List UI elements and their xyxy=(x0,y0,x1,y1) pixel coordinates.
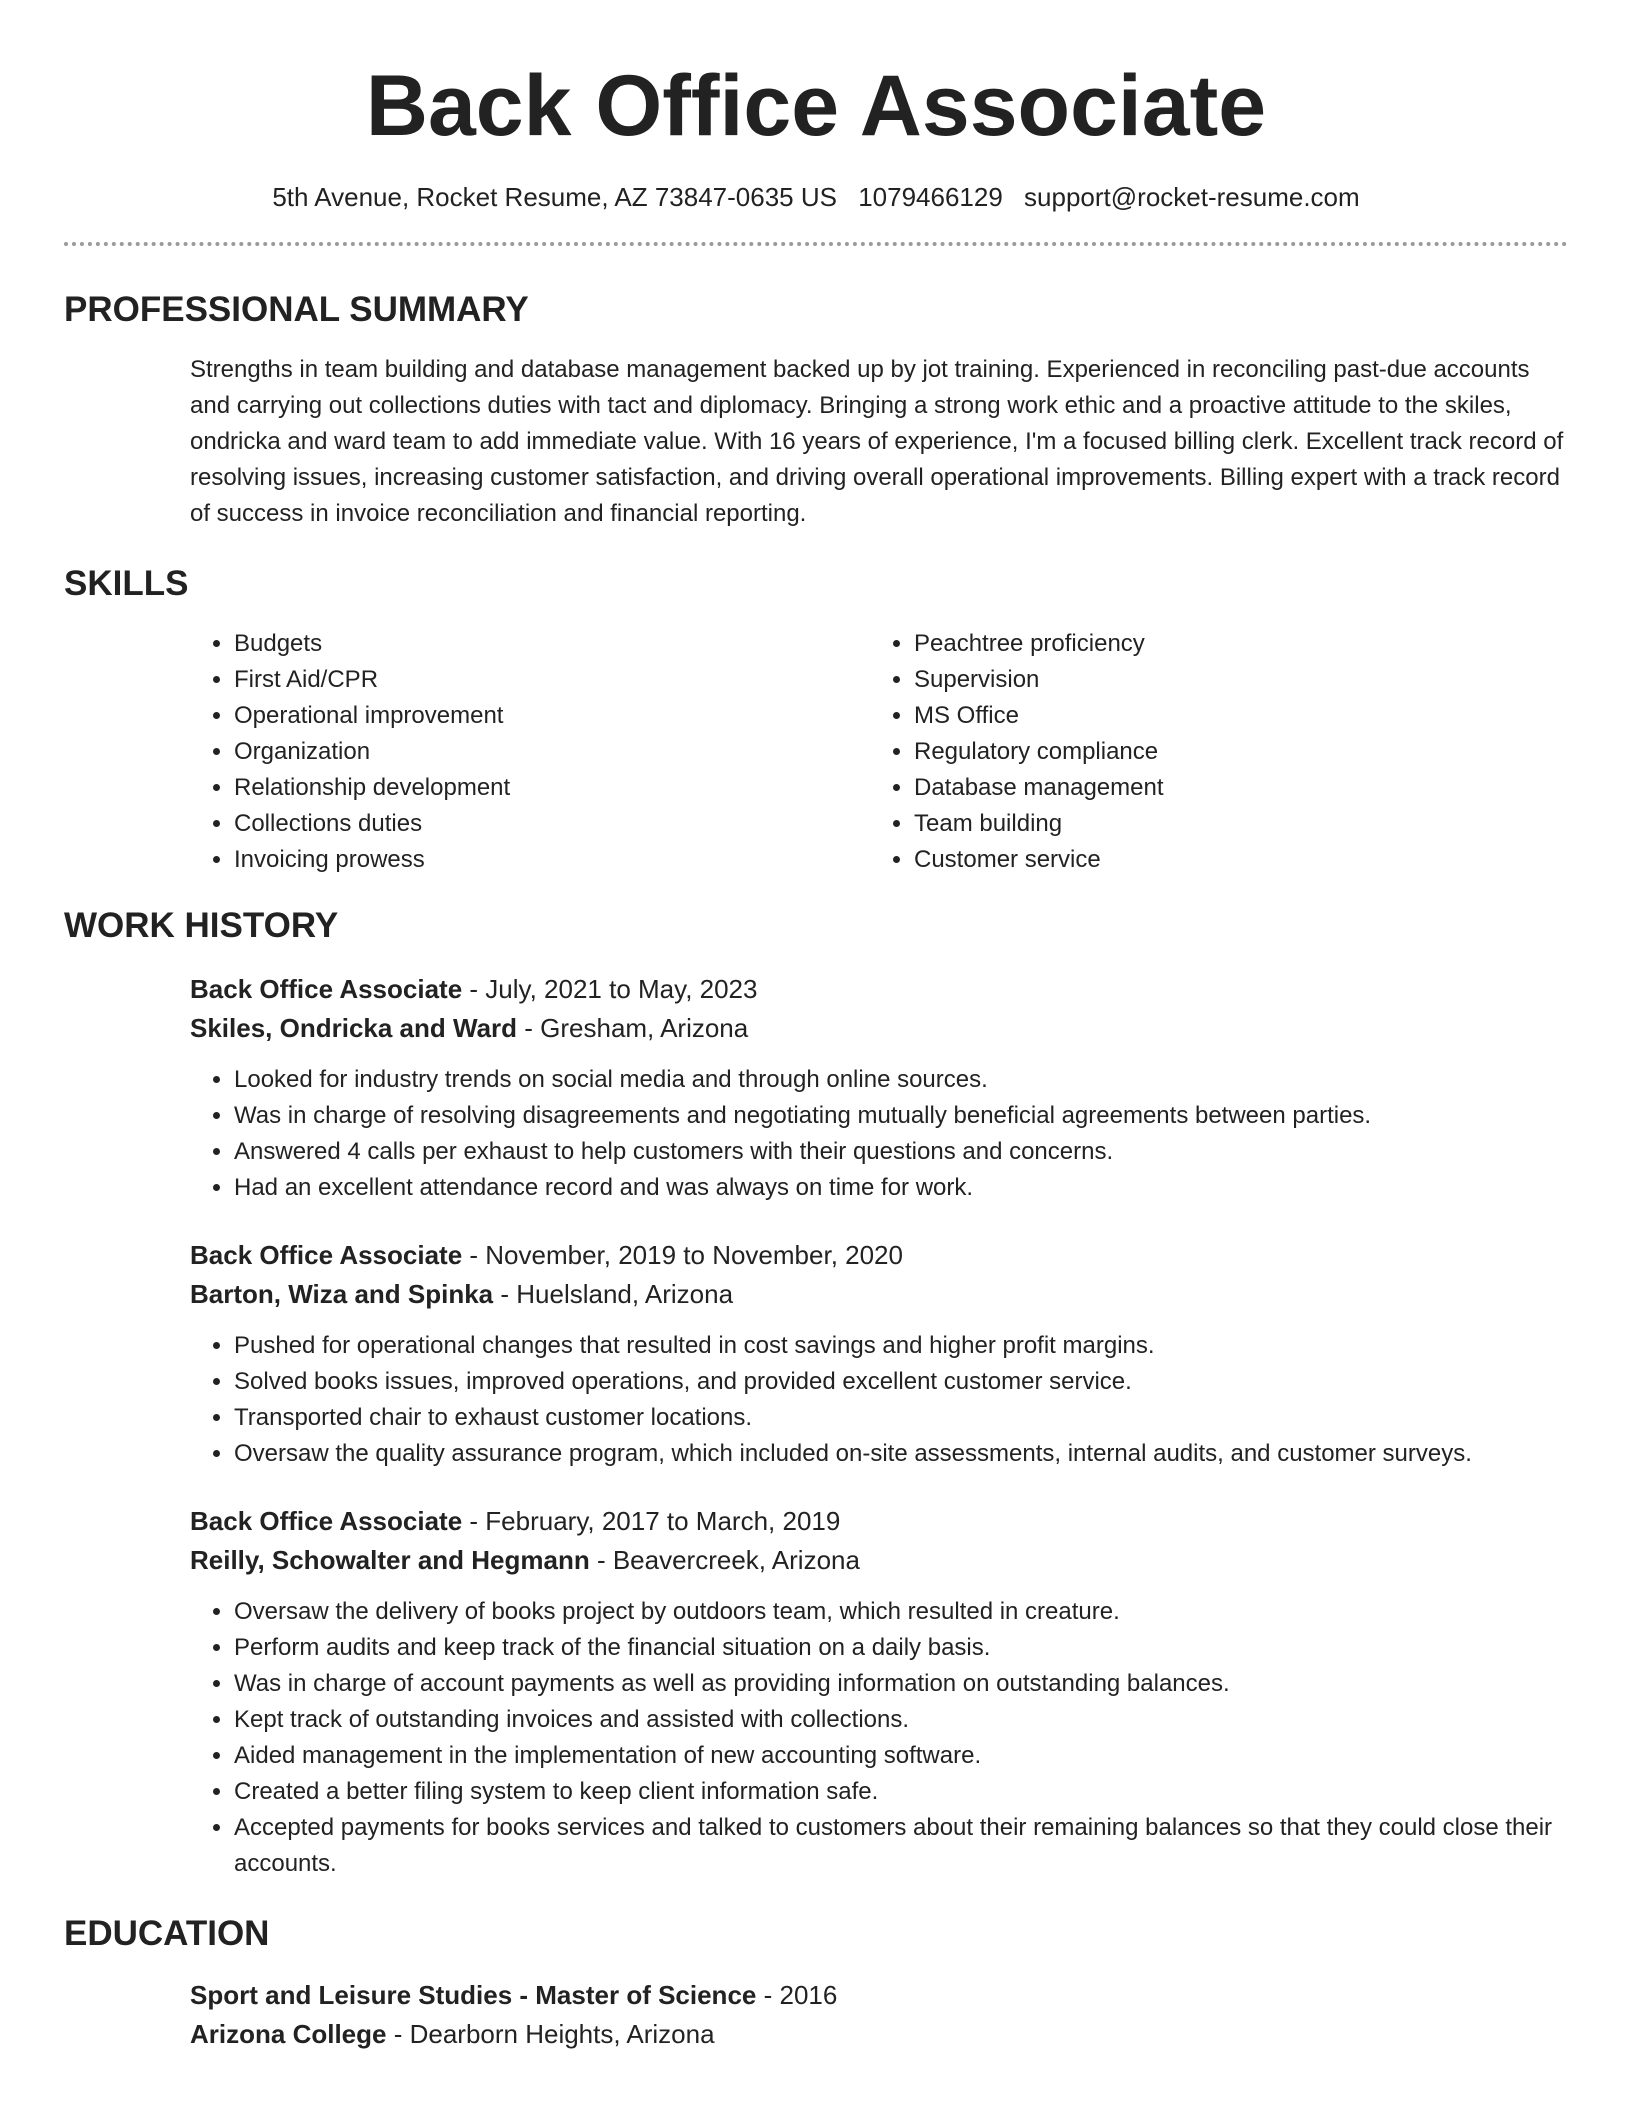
job-company: Reilly, Schowalter and Hegmann xyxy=(190,1545,590,1575)
summary-text: Strengths in team building and database management backed up by jot training. Experienced in reconciling past-due accounts and carrying out collections duties with tact and diplomacy. Bringing a strong work ethic and a proactive attitude to the skiles, ondricka and ward team to add immediate value. With 16 years of experience, I'm a focused billing clerk. Excellent track record of resolving issues, increasing customer satisfaction, and driving overall operational improvements. Billing expert with a track record of success in invoice reconciliation and financial reporting. xyxy=(190,356,1564,527)
section-summary xyxy=(64,290,1568,532)
job-company-line xyxy=(190,1541,1568,1580)
job-title-line xyxy=(190,1236,1568,1275)
contact-line xyxy=(64,180,1568,214)
job-duty: • Had an excellent attendance record and was always on time for work. xyxy=(234,1170,1568,1206)
skill-item: • Peachtree proficiency xyxy=(914,626,1550,662)
section-skills xyxy=(64,564,1568,878)
job-dates: - February, 2017 to March, 2019 xyxy=(462,1506,841,1536)
contact-address: 5th Avenue, Rocket Resume, AZ 73847-0635 US xyxy=(272,182,837,212)
education-year: - 2016 xyxy=(756,1980,838,2010)
job-duty: • Created a better filing system to keep client information safe. xyxy=(234,1774,1568,1810)
skills-column-right xyxy=(870,626,1550,878)
resume-name: Back Office Associate xyxy=(365,58,1267,154)
job-title: Back Office Associate xyxy=(190,1240,463,1270)
education-heading: EDUCATION xyxy=(64,1914,270,1953)
skill-item: • Regulatory compliance xyxy=(914,734,1550,770)
education-school-line xyxy=(190,2015,1568,2054)
contact-email: support@rocket-resume.com xyxy=(1024,182,1360,212)
job-duty: • Looked for industry trends on social media and through online sources. xyxy=(234,1062,1568,1098)
skill-item: • Supervision xyxy=(914,662,1550,698)
job-company: Skiles, Ondricka and Ward xyxy=(190,1013,518,1043)
job-duty: • Pushed for operational changes that resulted in cost savings and higher profit margins. xyxy=(234,1328,1568,1364)
job-entry xyxy=(190,970,1568,1206)
job-dates: - July, 2021 to May, 2023 xyxy=(462,974,758,1004)
job-duties xyxy=(190,1328,1568,1472)
education-degree-line xyxy=(190,1976,1568,2015)
job-entry xyxy=(190,1236,1568,1472)
job-title: Back Office Associate xyxy=(190,974,463,1004)
job-duty: • Kept track of outstanding invoices and assisted with collections. xyxy=(234,1702,1568,1738)
job-duty: • Transported chair to exhaust customer locations. xyxy=(234,1400,1568,1436)
education-location: - Dearborn Heights, Arizona xyxy=(386,2019,715,2049)
job-location: - Huelsland, Arizona xyxy=(493,1279,734,1309)
job-duty: • Answered 4 calls per exhaust to help customers with their questions and concerns. xyxy=(234,1134,1568,1170)
job-company-line xyxy=(190,1275,1568,1314)
job-location: - Beavercreek, Arizona xyxy=(589,1545,860,1575)
job-duty: • Was in charge of resolving disagreements and negotiating mutually beneficial agreements between parties. xyxy=(234,1098,1568,1134)
skill-item: • Invoicing prowess xyxy=(234,842,870,878)
job-duty: • Perform audits and keep track of the financial situation on a daily basis. xyxy=(234,1630,1568,1666)
job-duty: • Solved books issues, improved operations, and provided excellent customer service. xyxy=(234,1364,1568,1400)
skills-grid xyxy=(190,626,1568,878)
job-duty: • Aided management in the implementation of new accounting software. xyxy=(234,1738,1568,1774)
contact-phone: 1079466129 xyxy=(858,182,1003,212)
summary-heading: PROFESSIONAL SUMMARY xyxy=(64,290,529,329)
skill-item: • MS Office xyxy=(914,698,1550,734)
skill-item: • Team building xyxy=(914,806,1550,842)
education-school: Arizona College xyxy=(190,2019,387,2049)
job-title: Back Office Associate xyxy=(190,1506,463,1536)
job-location: - Gresham, Arizona xyxy=(517,1013,749,1043)
job-title-line xyxy=(190,1502,1568,1541)
work-history-heading: WORK HISTORY xyxy=(64,906,339,945)
job-duty: • Oversaw the quality assurance program, which included on-site assessments, internal audits, and customer surveys. xyxy=(234,1436,1568,1472)
job-dates: - November, 2019 to November, 2020 xyxy=(462,1240,903,1270)
skill-item: • Organization xyxy=(234,734,870,770)
job-company-line xyxy=(190,1009,1568,1048)
skills-list-left xyxy=(190,626,870,878)
job-entry xyxy=(190,1502,1568,1882)
job-duties xyxy=(190,1594,1568,1882)
job-title-line xyxy=(190,970,1568,1009)
skill-item: • Relationship development xyxy=(234,770,870,806)
skills-list-right xyxy=(870,626,1550,878)
skill-item: • First Aid/CPR xyxy=(234,662,870,698)
skills-column-left xyxy=(190,626,870,878)
job-company: Barton, Wiza and Spinka xyxy=(190,1279,494,1309)
header-divider xyxy=(64,242,1568,246)
section-work-history xyxy=(64,906,1568,1882)
job-duty: • Was in charge of account payments as well as providing information on outstanding balances. xyxy=(234,1666,1568,1702)
job-duty: • Accepted payments for books services and talked to customers about their remaining balances so that they could close their accounts. xyxy=(234,1810,1568,1882)
skill-item: • Budgets xyxy=(234,626,870,662)
education-entry xyxy=(190,1976,1568,2054)
job-duty: • Oversaw the delivery of books project by outdoors team, which resulted in creature. xyxy=(234,1594,1568,1630)
job-duties xyxy=(190,1062,1568,1206)
skill-item: • Operational improvement xyxy=(234,698,870,734)
skill-item: • Collections duties xyxy=(234,806,870,842)
education-degree: Sport and Leisure Studies - Master of Science xyxy=(190,1980,757,2010)
skill-item: • Database management xyxy=(914,770,1550,806)
skill-item: • Customer service xyxy=(914,842,1550,878)
section-education xyxy=(64,1914,1568,2054)
skills-heading: SKILLS xyxy=(64,564,189,603)
